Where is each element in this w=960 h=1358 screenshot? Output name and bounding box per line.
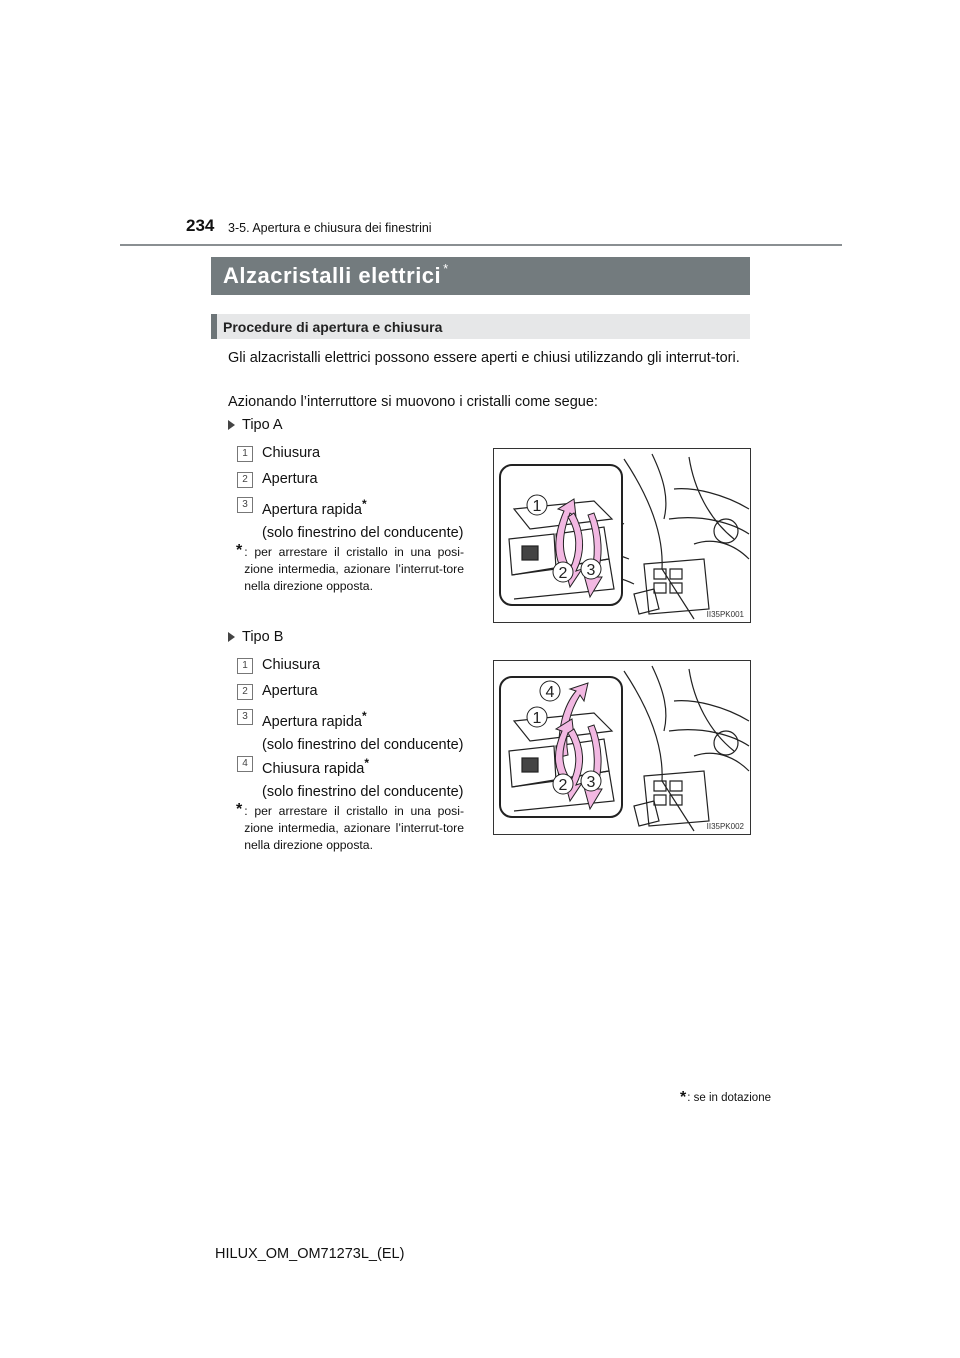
figure-b-label-1: 1 [532, 710, 542, 727]
number-badge: 1 [237, 446, 253, 462]
number-badge: 4 [237, 756, 253, 772]
item-asterisk: * [361, 497, 367, 511]
number-badge: 1 [237, 658, 253, 674]
figure-a-label-3: 3 [586, 562, 596, 579]
type-a-note [236, 544, 464, 595]
figure-type-a [493, 448, 751, 623]
section-reference: 3-5. Apertura e chiusura dei finestrini [228, 221, 432, 235]
triangle-bullet-icon [228, 420, 235, 430]
item-text: Apertura [262, 471, 318, 487]
note-text: : per arrestare il cristallo in una posi-zione intermedia, azionare l’interrut-tore nella direzione opposta. [244, 545, 464, 593]
number-badge: 2 [237, 684, 253, 700]
footnote-asterisk: * [680, 1089, 687, 1106]
number-badge: 3 [237, 497, 253, 513]
section-title-bar [211, 257, 750, 295]
footnote-text: : se in dotazione [687, 1092, 771, 1104]
item-text: Chiusura [262, 657, 321, 673]
title-asterisk: * [443, 260, 449, 276]
type-b-item-4 [237, 752, 464, 804]
figure-type-b [493, 660, 751, 835]
figure-b-label-4: 4 [545, 684, 555, 701]
item-text: Apertura [262, 683, 318, 699]
window-switch-illustration-a [494, 449, 750, 622]
figure-b-label-2: 2 [558, 777, 568, 794]
item-asterisk: * [364, 756, 370, 770]
triangle-bullet-icon [228, 632, 235, 642]
section-title: Alzacristalli elettrici [223, 263, 442, 288]
item-text: Chiusura [262, 445, 321, 461]
item-asterisk: * [361, 709, 367, 723]
figure-code: II35PK002 [706, 822, 744, 831]
header-rule [120, 244, 842, 246]
model-code: HILUX_OM_OM71273L_(EL) [215, 1246, 405, 1262]
note-asterisk: * [236, 542, 243, 559]
type-b-note [236, 803, 464, 854]
type-a-item-2 [237, 468, 318, 491]
subheading-text: Procedure di apertura e chiusura [223, 318, 443, 335]
item-subtext: (solo finestrino del conducente) [262, 524, 464, 541]
item-subtext: (solo finestrino del conducente) [262, 783, 464, 800]
type-b-item-3 [237, 705, 464, 757]
page-number: 234 [186, 216, 215, 235]
type-a-item-3 [237, 493, 464, 545]
number-badge: 2 [237, 472, 253, 488]
window-switch-illustration-b [494, 661, 750, 834]
type-a-item-1 [237, 442, 320, 465]
figure-b-label-3: 3 [586, 774, 596, 791]
intro-paragraph-2: Azionando l’interruttore si muovono i cristalli come segue: [228, 394, 598, 410]
figure-a-label-1: 1 [532, 498, 542, 515]
footnote [680, 1089, 771, 1107]
type-b-item-1 [237, 654, 320, 677]
item-text: Apertura rapida [262, 501, 362, 518]
item-subtext: (solo finestrino del conducente) [262, 736, 464, 753]
figure-code: II35PK001 [706, 610, 744, 619]
number-badge: 3 [237, 709, 253, 725]
type-a-bullet [228, 417, 283, 433]
note-text: : per arrestare il cristallo in una posi-zione intermedia, azionare l’interrut-tore nella direzione opposta. [244, 804, 464, 852]
subheading [211, 314, 750, 339]
item-text: Chiusura rapida [262, 760, 365, 777]
figure-a-label-2: 2 [558, 565, 568, 582]
type-a-label: Tipo A [242, 417, 283, 433]
intro-paragraph-1: Gli alzacristalli elettrici possono essere aperti e chiusi utilizzando gli interrut-tori. [228, 350, 740, 366]
type-b-item-2 [237, 680, 318, 703]
type-b-bullet [228, 629, 283, 645]
item-text: Apertura rapida [262, 713, 362, 730]
note-asterisk: * [236, 801, 243, 818]
type-b-label: Tipo B [242, 629, 284, 645]
subheading-marker [211, 314, 217, 339]
